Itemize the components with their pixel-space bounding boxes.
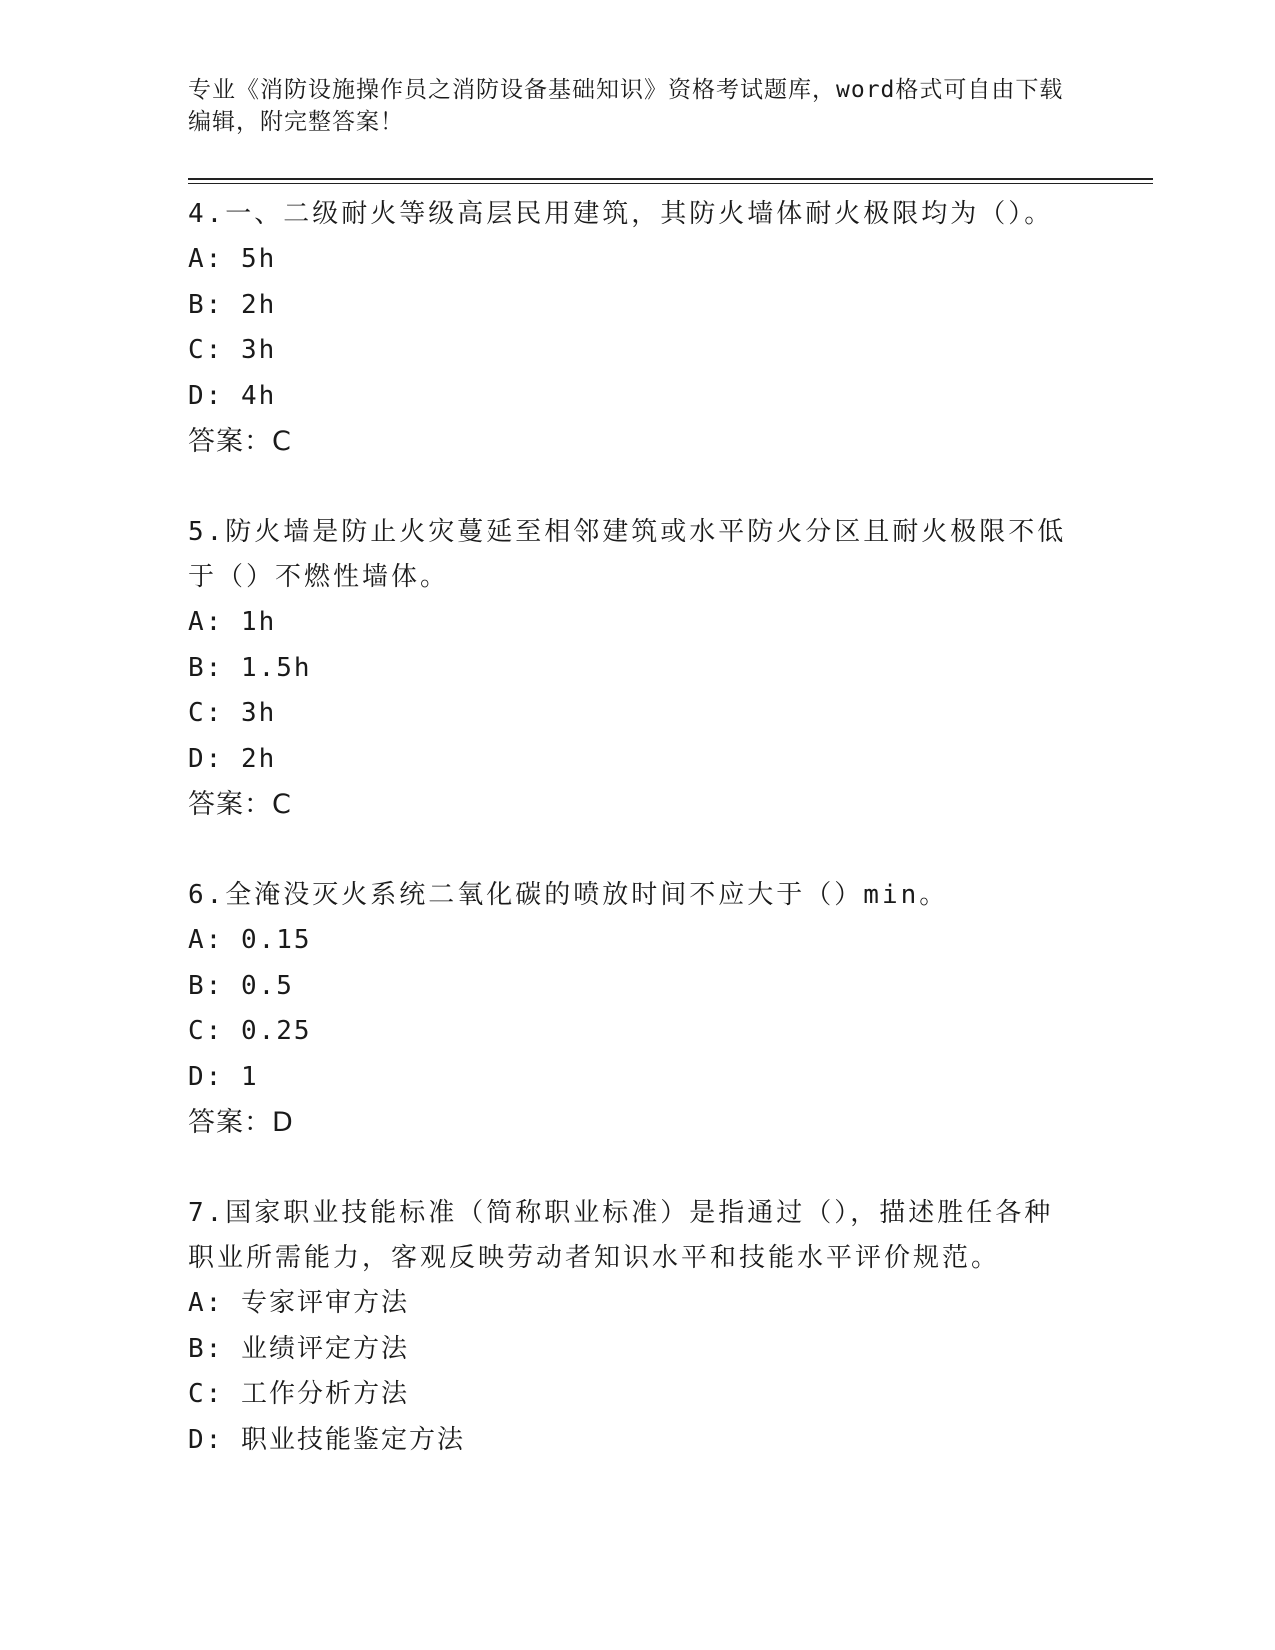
answer: 答案：D bbox=[188, 1107, 294, 1138]
question-text: 6.全淹没灭火系统二氧化碳的喷放时间不应大于（）min。 bbox=[188, 880, 949, 910]
question-list bbox=[188, 192, 1068, 1509]
option-c: C: 0.25 bbox=[188, 1016, 312, 1046]
option-d: D: 1 bbox=[188, 1061, 259, 1092]
document-header: 专业《消防设施操作员之消防设备基础知识》资格考试题库，word格式可自由下载编辑，附完整答案！ bbox=[188, 77, 1064, 135]
question-5 bbox=[188, 510, 1068, 827]
question-text: 5.防火墙是防止火灾蔓延至相邻建筑或水平防火分区且耐火极限不低于（）不燃性墙体。 bbox=[188, 517, 1067, 592]
option-b: B: 1.5h bbox=[188, 652, 312, 683]
question-7 bbox=[188, 1191, 1068, 1463]
option-b: B: 0.5 bbox=[188, 970, 294, 1001]
question-text: 7.国家职业技能标准（简称职业标准）是指通过（），描述胜任各种职业所需能力，客观反映劳动者知识水平和技能水平评价规范。 bbox=[188, 1198, 1054, 1273]
question-4 bbox=[188, 192, 1068, 464]
option-a: A: 5h bbox=[188, 244, 277, 274]
option-d: D: 4h bbox=[188, 380, 277, 411]
question-6 bbox=[188, 873, 1068, 1145]
option-a: A: 0.15 bbox=[188, 925, 312, 955]
header-rule-bottom bbox=[188, 183, 1153, 184]
option-a: A: 1h bbox=[188, 607, 277, 637]
option-a: A: 专家评审方法 bbox=[188, 1288, 409, 1318]
option-c: C: 3h bbox=[188, 698, 277, 728]
option-c: C: 3h bbox=[188, 335, 277, 365]
option-b: B: 业绩评定方法 bbox=[188, 1333, 409, 1364]
question-text: 4.一、二级耐火等级高层民用建筑，其防火墙体耐火极限均为（）。 bbox=[188, 199, 1054, 229]
option-d: D: 职业技能鉴定方法 bbox=[188, 1424, 465, 1455]
option-c: C: 工作分析方法 bbox=[188, 1379, 409, 1409]
option-d: D: 2h bbox=[188, 743, 277, 774]
answer: 答案：C bbox=[188, 789, 292, 820]
answer: 答案：C bbox=[188, 426, 292, 457]
header-rule-top bbox=[188, 178, 1153, 180]
option-b: B: 2h bbox=[188, 289, 277, 320]
